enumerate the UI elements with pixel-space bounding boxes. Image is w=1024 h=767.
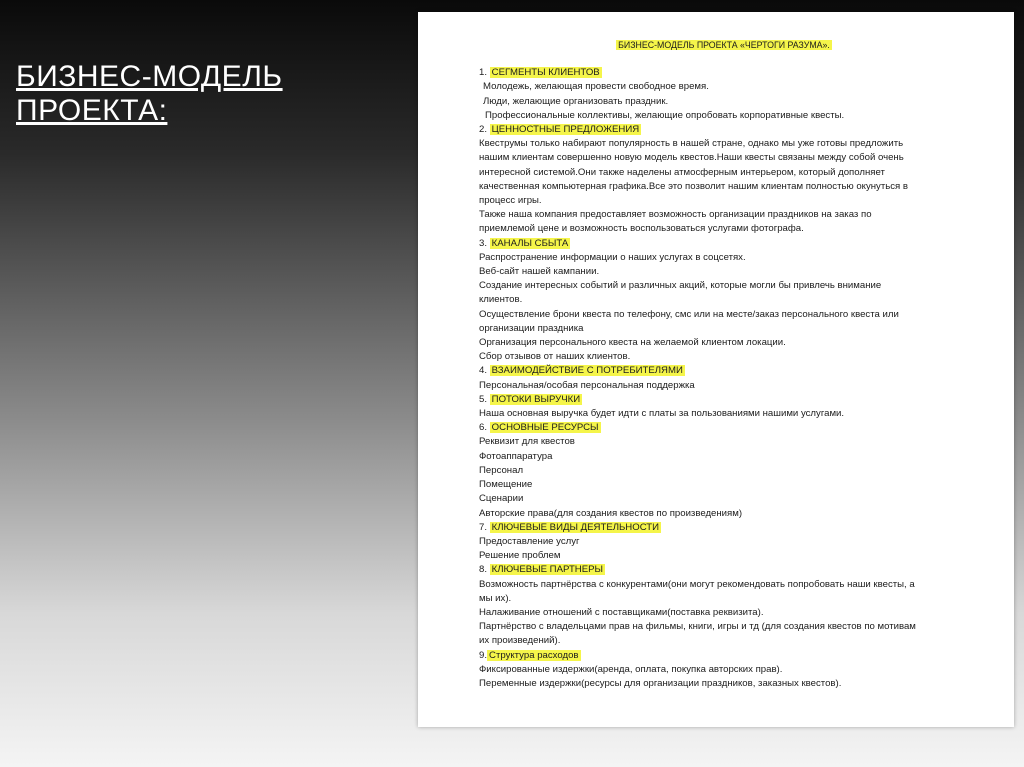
document-title-text: БИЗНЕС-МОДЕЛЬ ПРОЕКТА «ЧЕРТОГИ РАЗУМА».	[618, 40, 830, 50]
text-line: Также наша компания предоставляет возможность организации праздников на заказ по	[479, 209, 872, 221]
section-heading	[479, 237, 969, 251]
section-heading	[479, 123, 969, 137]
text-line: Персональная/особая персональная поддержка	[479, 379, 695, 391]
section-heading	[479, 66, 969, 80]
text-line: Помещение	[479, 479, 533, 491]
section-number: 1.	[479, 67, 490, 79]
section-title: ВЗАИМОДЕЙСТВИЕ С ПОТРЕБИТЕЛЯМИ	[491, 365, 683, 377]
section-title: КЛЮЧЕВЫЕ ПАРТНЕРЫ	[491, 564, 604, 576]
section-heading	[479, 393, 969, 407]
text-line: организации праздника	[479, 322, 584, 334]
section-title: ЦЕННОСТНЫЕ ПРЕДЛОЖЕНИЯ	[491, 124, 640, 136]
text-line: Квеструмы только набирают популярность в нашей стране, однако мы уже готовы предложить	[479, 138, 904, 150]
text-line: Налаживание отношений с поставщиками(поставка реквизита).	[479, 606, 764, 618]
section-number: 5.	[479, 393, 490, 405]
slide-title: БИЗНЕС-МОДЕЛЬ ПРОЕКТА:	[16, 60, 283, 127]
document-page	[418, 12, 1014, 727]
text-line: Распространение информации о наших услугах в соцсетях.	[479, 251, 746, 263]
text-line: Предоставление услуг	[479, 535, 580, 547]
text-line: Создание интересных событий и различных акций, которые могли бы привлечь внимание	[479, 280, 882, 292]
section-number: 2.	[479, 124, 490, 136]
text-line: Организация персонального квеста на желаемой клиентом локации.	[479, 337, 786, 349]
text-line: Переменные издержки(ресурсы для организации праздников, заказных квестов).	[479, 677, 842, 689]
section-title: Структура расходов	[489, 649, 579, 661]
section-title: ПОТОКИ ВЫРУЧКИ	[491, 393, 581, 405]
text-line: мы их).	[479, 592, 512, 604]
section-number: 6.	[479, 422, 490, 434]
text-line: процесс игры.	[479, 195, 542, 207]
text-line: Возможность партнёрства с конкурентами(они могут рекомендовать попробовать наши квесты, а	[479, 578, 915, 590]
section-title: КАНАЛЫ СБЫТА	[491, 237, 569, 249]
section-heading	[479, 563, 969, 577]
document-title	[479, 38, 969, 52]
section-number: 4.	[479, 365, 490, 377]
section-heading	[479, 421, 969, 435]
document-body	[479, 38, 969, 691]
section-number: 9.	[479, 649, 488, 661]
text-line: Люди, желающие организовать праздник.	[483, 95, 669, 107]
text-line: Веб-сайт нашей кампании.	[479, 266, 600, 278]
text-line: Решение проблем	[479, 550, 561, 562]
text-line: Фиксированные издержки(аренда, оплата, покупка авторских прав).	[479, 663, 783, 675]
section-heading	[479, 364, 969, 378]
text-line: Фотоаппаратура	[479, 450, 553, 462]
text-line: их произведений).	[479, 635, 561, 647]
text-line: Сценарии	[479, 493, 524, 505]
text-line: Персонал	[479, 464, 524, 476]
text-line: приемлемой цене и возможность воспользоваться услугами фотографа.	[479, 223, 804, 235]
section-heading	[479, 521, 969, 535]
text-line: Авторские права(для создания квестов по произведениям)	[479, 507, 743, 519]
section-number: 7.	[479, 521, 490, 533]
text-line: Молодежь, желающая провести свободное время.	[483, 81, 709, 93]
text-line: Профессиональные коллективы, желающие опробовать корпоративные квесты.	[485, 109, 845, 121]
section-title: СЕГМЕНТЫ КЛИЕНТОВ	[491, 67, 600, 79]
text-line: Наша основная выручка будет идти с платы за пользованиями нашими услугами.	[479, 408, 845, 420]
section-title: ОСНОВНЫЕ РЕСУРСЫ	[491, 422, 599, 434]
text-line: Партнёрство с владельцами прав на фильмы, книги, игры и тд (для создания квестов по мотивам	[479, 621, 916, 633]
text-line: нашим клиентам совершенно новую модель квестов.Наши квесты связаны между собой очень	[479, 152, 904, 164]
text-line: Реквизит для квестов	[479, 436, 575, 448]
text-line: Осуществление брони квеста по телефону, смс или на месте/заказ персонального квеста или	[479, 308, 899, 320]
text-line: качественная компьютерная графика.Все это позволит нашим клиентам полностью окунуться в	[479, 180, 909, 192]
text-line: клиентов.	[479, 294, 523, 306]
section-heading	[479, 649, 969, 663]
text-line: Сбор отзывов от наших клиентов.	[479, 351, 631, 363]
text-line: интересной системой.Они также наделены атмосферным интерьером, который дополняет	[479, 166, 885, 178]
section-title: КЛЮЧЕВЫЕ ВИДЫ ДЕЯТЕЛЬНОСТИ	[491, 521, 660, 533]
section-number: 3.	[479, 237, 490, 249]
section-number: 8.	[479, 564, 490, 576]
